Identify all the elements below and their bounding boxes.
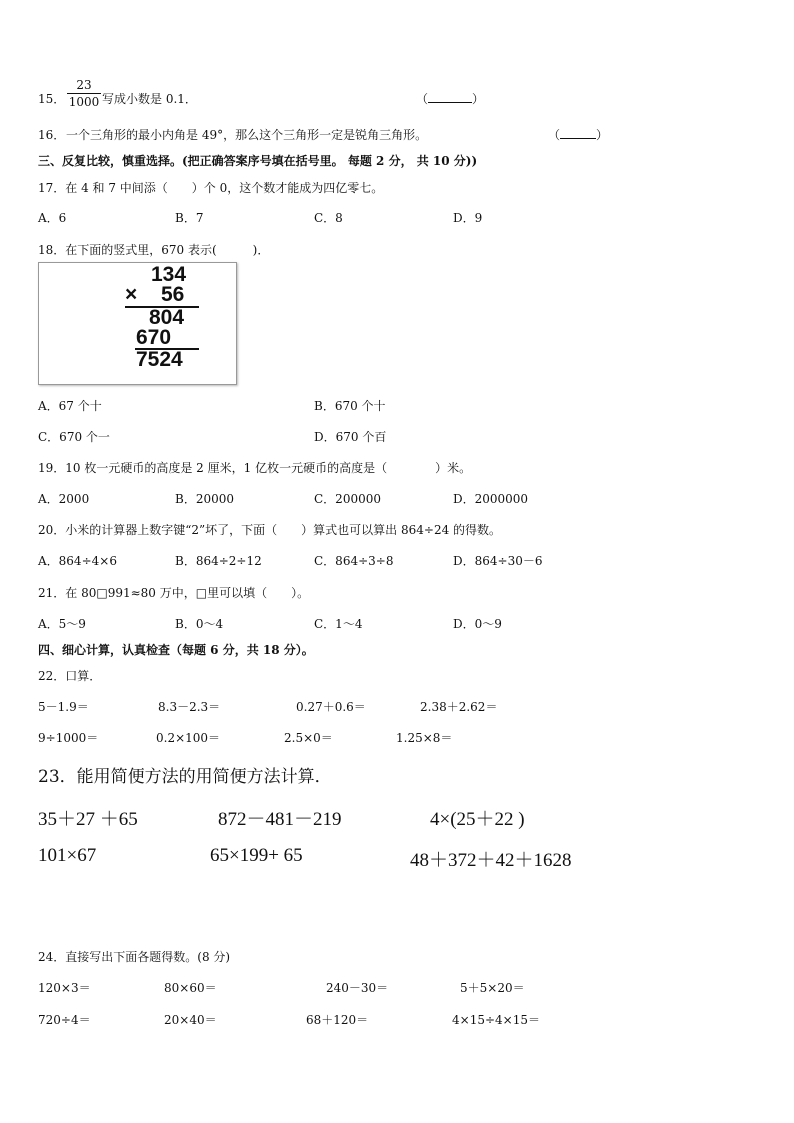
q17-text: 17．在 4 和 7 中间添（ ）个 0，这个数才能成为四亿零七。 [38,181,384,195]
q22-text: 22．口算． [38,669,102,683]
q20-text: 20．小米的计算器上数字键“2”坏了，下面（ ）算式也可以算出 864÷24 的得数。 [38,523,502,537]
q22-item: 8.3－2.3＝ [158,700,221,714]
q23-item: 4×(25＋22 ) [430,809,525,830]
q15-fraction [67,79,101,108]
q15-answer-blank[interactable] [416,90,484,107]
section-4-title: 四、细心计算，认真检查（每题 6 分，共 18 分）。 [38,643,314,657]
q16-answer-blank[interactable] [548,126,608,143]
final-product: 7524 [136,348,183,371]
q19-text: 19．10 枚一元硬币的高度是 2 厘米，1 亿枚一元硬币的高度是（ ）米。 [38,461,472,475]
paren-open: （ [548,128,561,142]
q23-item: 48＋372＋42＋1628 [410,850,572,871]
answer-line [428,92,472,103]
partial-product-2: 670 [136,326,172,349]
q22-item: 0.2×100＝ [156,731,221,745]
paren-close: ） [596,128,609,142]
q23-item: 65×199+ 65 [210,845,303,866]
q22-item: 1.25×8＝ [396,731,453,745]
q24-item: 80×60＝ [164,981,217,995]
q16-number: 16． [38,128,66,142]
q23-item: 35＋27 ＋65 [38,809,138,830]
q20-option-d[interactable]: D．864÷30－6 [453,554,543,568]
q18-text: 18．在下面的竖式里，670 表示( )． [38,243,270,257]
q22-item: 2.5×0＝ [284,731,333,745]
q21-option-d[interactable]: D．0～9 [453,617,502,631]
q17-option-d[interactable]: D．9 [453,211,483,225]
q21-option-c[interactable]: C．1～4 [314,617,363,631]
q24-item: 240－30＝ [326,981,389,995]
vertical-multiplication-image [38,262,237,385]
q20-option-c[interactable]: C．864÷3÷8 [314,554,394,568]
q23-item: 101×67 [38,845,97,866]
q17-option-c[interactable]: C．8 [314,211,343,225]
q22-item: 5－1.9＝ [38,700,89,714]
q21-text: 21．在 80□991≈80 万中，□里可以填（ ）。 [38,586,310,600]
section-3-title: 三、反复比较，慎重选择。(把正确答案序号填在括号里。 每题 2 分， 共 10 分)) [38,154,478,168]
q24-item: 68＋120＝ [306,1013,369,1027]
q18-option-a[interactable]: A．67 个十 [38,399,102,413]
q19-option-a[interactable]: A．2000 [38,492,90,506]
q24-item: 5＋5×20＝ [460,981,525,995]
partial-product-1: 804 [149,306,185,329]
q16-text: 一个三角形的最小内角是 49°，那么这个三角形一定是锐角三角形。 [66,128,428,142]
q17-option-b[interactable]: B．7 [175,211,204,225]
q22-item: 2.38＋2.62＝ [420,700,498,714]
q24-text: 24．直接写出下面各题得数。(8 分) [38,950,231,964]
q21-option-a[interactable]: A．5～9 [38,617,86,631]
q18-option-c[interactable]: C．670 个一 [38,430,110,444]
q20-option-a[interactable]: A．864÷4×6 [38,554,117,568]
answer-line [560,128,596,139]
q15-denominator: 1000 [68,95,100,109]
q22-item: 0.27＋0.6＝ [296,700,366,714]
q15-numerator: 23 [76,78,92,92]
q18-option-d[interactable]: D．670 个百 [314,430,387,444]
q23-text: 23．能用简便方法的用简便方法计算． [38,767,332,787]
q19-option-d[interactable]: D．2000000 [453,492,529,506]
q22-item: 9÷1000＝ [38,731,99,745]
q19-option-c[interactable]: C．200000 [314,492,381,506]
multiplicand: 134 [151,263,187,286]
q19-option-b[interactable]: B．20000 [175,492,234,506]
q23-item: 872－481－219 [218,809,342,830]
q24-item: 20×40＝ [164,1013,217,1027]
q24-item: 720÷4＝ [38,1013,91,1027]
q15-number: 15． [38,92,66,106]
fraction-bar [67,93,101,94]
q17-option-a[interactable]: A．6 [38,211,67,225]
q24-item: 120×3＝ [38,981,91,995]
times-sign: × [125,283,138,306]
paren-open: （ [416,92,429,106]
paren-close: ） [472,92,485,106]
q15-text: 写成小数是 0.1． [102,92,197,106]
q18-option-b[interactable]: B．670 个十 [314,399,386,413]
multiplier: 56 [161,283,185,306]
q21-option-b[interactable]: B．0～4 [175,617,224,631]
q24-item: 4×15÷4×15＝ [452,1013,540,1027]
q20-option-b[interactable]: B．864÷2÷12 [175,554,262,568]
